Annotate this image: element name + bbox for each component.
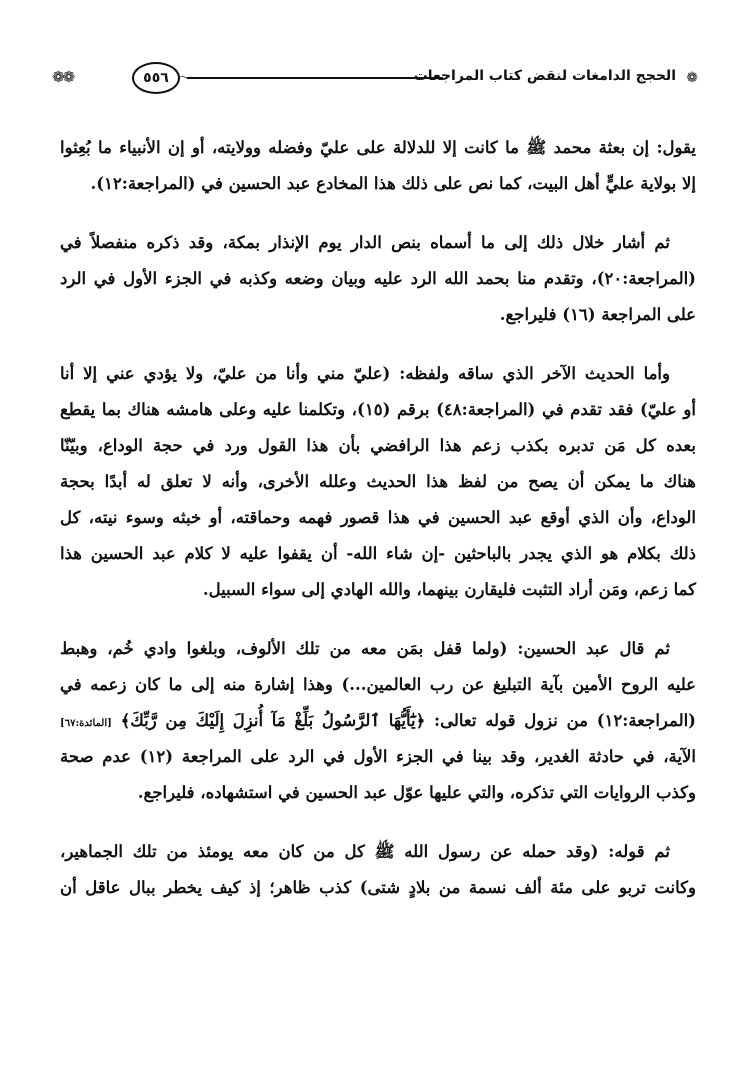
text-line: (المراجعة:٢٠)، وتقدم منا بحمد الله الرد عليه وبيان وضعه وكذبه في الجزء الأول في الرد <box>60 269 696 288</box>
text-line: عليه الروح الأمين بآية التبليغ عن رب العالمين...) وهذا إشارة منه إلى ما كان زعمه في <box>60 675 696 694</box>
page-number: ٥٥٦ <box>132 62 180 94</box>
text-line: بعده كل مَن تدبره بكذب زعم هذا الرافضي بأن هذا القول ورد في حجة الوداع، وبيّنّا <box>60 436 696 455</box>
text-line: ذلك بكلام هو الذي يجدر بالباحثين -إن شاء الله- أن يقفوا عليه لا كلام عبد الحسين هذا <box>60 544 696 563</box>
text-line: وأما الحديث الآخر الذي ساقه ولفظه: (عليّ مني وأنا من عليّ، ولا يؤدي عني إلا أنا <box>60 364 670 383</box>
text-line: هناك ما يمكن أن يصح من لفظ هذا الحديث وعلله الأخرى، وأنه لا تعلق له أبدًا بحجة <box>60 472 696 491</box>
paragraph <box>60 130 696 202</box>
text-line: يقول: إن بعثة محمد ﷺ ما كانت إلا للدلالة على عليّ وفضله وولايته، أو إن الأنبياء ما بُعِثوا <box>60 138 696 157</box>
ornament-icon: ❁❁ <box>52 68 74 86</box>
header-rule <box>187 77 443 79</box>
paragraph <box>60 356 696 608</box>
text-line: على المراجعة (١٦) فليراجع. <box>499 305 696 324</box>
ornament-icon: ❁ <box>686 70 698 86</box>
verse-reference: [المائدة:٦٧] <box>60 718 112 729</box>
paragraph <box>60 834 696 906</box>
page-body <box>60 130 696 929</box>
quran-verse: ﴿يَٰٓأَيُّهَا ٱلرَّسُولُ بَلِّغْ مَآ أُنزِلَ إِلَيْكَ مِن رَّبِّكَ﴾ <box>120 711 426 730</box>
text-line: أو عليّ) فقد تقدم في (المراجعة:٤٨) برقم (١٥)، وتكلمنا عليه وعلى هامشه هناك بما يقطع <box>60 400 696 419</box>
text-line: وكذب الروايات التي تذكره، والتي عليها عوّل عبد الحسين في استشهاده، فليراجع. <box>137 783 696 802</box>
text-line: الوداع، وأن الذي أوقع عبد الحسين في هذا قصور فهمه وحماقته، أو خبثه وسوء نيته، كل <box>60 508 696 527</box>
text-line: كما زعم، ومَن أراد التثبت فليقارن بينهما، والله الهادي إلى سواء السبيل. <box>202 580 696 599</box>
text-segment: (المراجعة:١٢) من نزول قوله تعالى: <box>434 711 696 730</box>
text-line: ثم أشار خلال ذلك إلى ما أسماه بنص الدار يوم الإنذار بمكة، وقد ذكره منفصلاً في <box>60 233 670 252</box>
running-header <box>52 62 698 94</box>
paragraph <box>60 631 696 811</box>
ornament-flourish-icon: 〜 <box>178 71 192 86</box>
text-line: ثم قوله: (وقد حمله عن رسول الله ﷺ كل من كان معه يومئذ من تلك الجماهير، <box>60 842 670 861</box>
text-line: ثم قال عبد الحسين: (ولما قفل بمَن معه من تلك الألوف، وبلغوا وادي خُم، وهبط <box>60 639 670 658</box>
book-title: الحجج الدامغات لنقض كتاب المراجعات <box>413 68 676 84</box>
text-line: إلا بولاية عليٍّ أهل البيت، كما نص على ذلك هذا المخادع عبد الحسين في (المراجعة:١٢). <box>90 174 696 193</box>
text-line: وكانت تربو على مئة ألف نسمة من بلادٍ شتى) كذب ظاهر؛ إذ كيف يخطر ببال عاقل أن <box>60 878 696 897</box>
text-line <box>60 703 696 739</box>
paragraph <box>60 225 696 333</box>
text-line: الآية، في حادثة الغدير، وقد بينا في الجزء الأول في الرد على المراجعة (١٢) عدم صحة <box>60 747 696 766</box>
